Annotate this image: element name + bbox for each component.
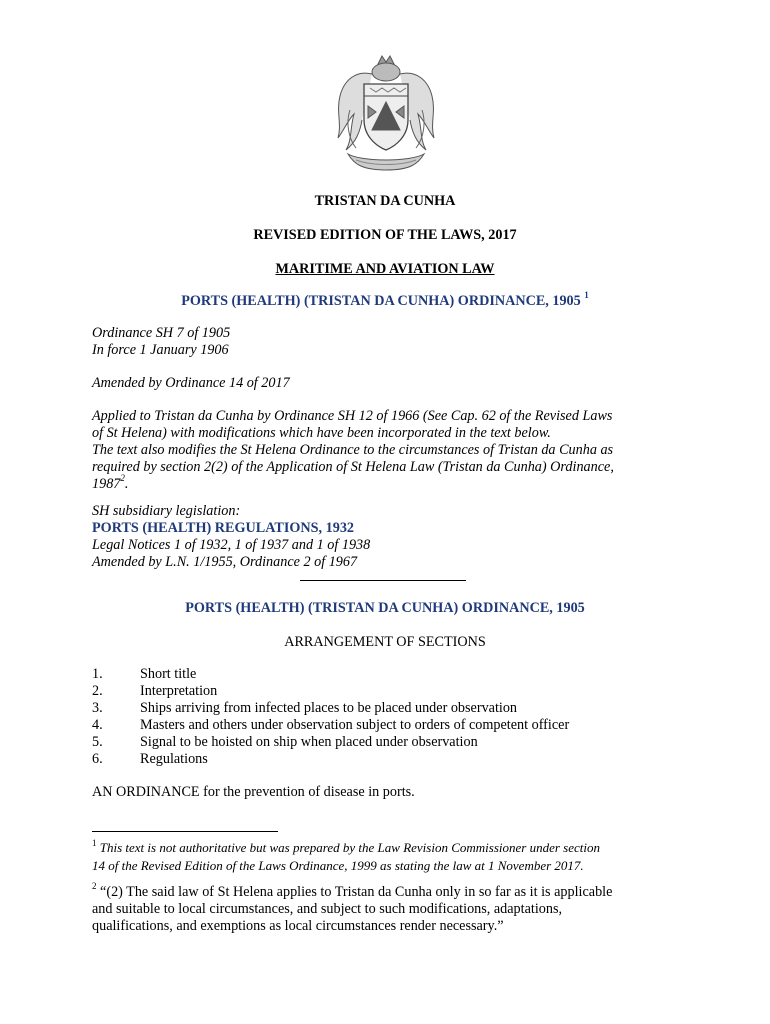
footnote-2-mark: 2 [92,881,97,892]
application-end: . [124,476,129,492]
document-title: TRISTAN DA CUNHA [314,193,456,209]
list-item [92,666,569,683]
arrangement-ordinance-title: PORTS (HEALTH) (TRISTAN DA CUNHA) ORDINANCE, 1905 [185,600,585,616]
section-number: 5. [92,734,103,750]
section-title: Short title [140,666,197,682]
footnote-ref-2: 2 [120,473,125,484]
section-number: 1. [92,666,103,682]
footnote-1-line-2: 14 of the Revised Edition of the Laws Ordinance, 1999 as stating the law at 1 November 2017. [92,857,584,873]
category-heading: MARITIME AND AVIATION LAW [275,261,495,277]
section-title: Ships arriving from infected places to be placed under observation [140,700,518,716]
footnote-1-line-1: This text is not authoritative but was prepared by the Law Revision Commissioner under section [99,840,600,855]
application-line-3: The text also modifies the St Helena Ordinance to the circumstances of Tristan da Cunha as [92,442,614,458]
section-title: Signal to be hoisted on ship when placed under observation [140,734,478,750]
list-item [92,751,569,768]
ordinance-title-text: PORTS (HEALTH) (TRISTAN DA CUNHA) ORDINANCE, 1905 [181,293,581,309]
sections-list [92,666,569,768]
section-number: 4. [92,717,103,733]
footnote-ref-1: 1 [584,290,589,301]
in-force-date: In force 1 January 1906 [92,342,229,358]
subsidiary-label: SH subsidiary legislation: [92,503,241,519]
section-number: 6. [92,751,103,767]
application-line-5 [92,473,692,493]
footnote-divider [92,831,278,832]
ordinance-reference: Ordinance SH 7 of 1905 [92,325,231,341]
list-item [92,700,569,717]
section-number: 3. [92,700,103,716]
application-line-4: required by section 2(2) of the Application of St Helena Law (Tristan da Cunha) Ordinance, [92,459,614,475]
arrangement-heading: ARRANGEMENT OF SECTIONS [284,634,486,650]
application-line-1: Applied to Tristan da Cunha by Ordinance SH 12 of 1966 (See Cap. 62 of the Revised Laws [92,408,613,424]
amendment-note: Amended by Ordinance 14 of 2017 [92,375,290,391]
footnote-1 [92,839,600,874]
section-title: Interpretation [140,683,218,699]
section-title: Masters and others under observation subject to orders of competent officer [140,717,570,733]
section-divider [300,580,466,581]
ordinance-meta [92,325,692,359]
application-line-2: of St Helena) with modifications which have been incorporated in the text below. [92,425,551,441]
application-year: 1987 [92,476,121,492]
subsidiary-legislation [92,503,692,571]
footnote-1-mark: 1 [92,837,97,848]
section-title: Regulations [140,751,208,767]
footnote-2-line-1: “(2) The said law of St Helena applies to Tristan da Cunha only in so far as it is applicable [100,884,613,900]
subsidiary-title: PORTS (HEALTH) REGULATIONS, 1932 [92,520,355,536]
section-number: 2. [92,683,103,699]
footnote-2-line-2: and suitable to local circumstances, and subject to such modifications, adaptations, [92,901,563,917]
preamble: AN ORDINANCE for the prevention of disease in ports. [92,784,415,800]
application-paragraph [92,408,692,493]
subsidiary-amended: Amended by L.N. 1/1955, Ordinance 2 of 1967 [92,554,358,570]
coat-of-arms-crest [326,50,446,174]
subsidiary-notices: Legal Notices 1 of 1932, 1 of 1937 and 1 of 1938 [92,537,371,553]
ordinance-title [0,290,770,310]
list-item [92,683,569,700]
edition-heading: REVISED EDITION OF THE LAWS, 2017 [253,227,517,243]
footnote-2 [92,881,613,935]
footnote-2-line-3: qualifications, and exemptions as local circumstances render necessary.” [92,918,504,934]
list-item [92,734,569,751]
list-item [92,717,569,734]
